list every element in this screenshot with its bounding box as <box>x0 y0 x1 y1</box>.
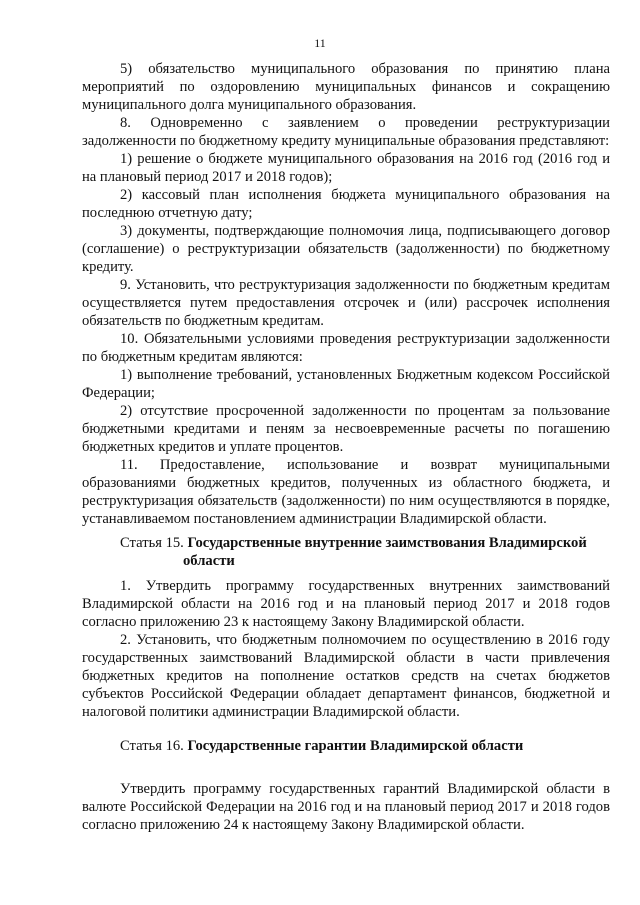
paragraph: 8. Одновременно с заявлением о проведении реструктуризации задолженности по бюджетному кредиту муниципальные образования представляют: <box>82 115 610 149</box>
article-title-line1: Государственные внутренние заимствования Владимирской <box>187 535 587 551</box>
paragraph: 2) отсутствие просроченной задолженности по процентам за пользование бюджетными кредитами и пеням за несвоевременные расчеты по погашению бюджетных кредитов и уплате процентов. <box>82 403 610 455</box>
article-16-heading <box>120 737 610 755</box>
paragraph: 11. Предоставление, использование и возврат муниципальными образованиями бюджетных кредитов, полученных из областного бюджета, и реструктуризация обязательств (задолженности) по ним осуществляются в порядке, устанавливаемом постановлением администрации Владимирской области. <box>82 457 610 527</box>
page-number: 11 <box>314 36 326 50</box>
article-number: Статья 16. <box>120 738 184 754</box>
paragraph: Утвердить программу государственных гарантий Владимирской области в валюте Российской Федерации на 2016 год и на плановый период 2017 и 2018 годов согласно приложению 24 к настоящему Закону Владимирской области. <box>82 781 610 833</box>
paragraph: 5) обязательство муниципального образования по принятию плана мероприятий по оздоровлению муниципальных финансов и сокращению муниципального долга муниципального образования. <box>82 61 610 113</box>
article-15-body <box>82 577 610 721</box>
paragraph: 1. Утвердить программу государственных внутренних заимствований Владимирской области на 2016 год и на плановый период 2017 и 2018 годов согласно приложению 23 к настоящему Закону Владимирской области. <box>82 578 610 630</box>
article-16-body <box>82 780 610 834</box>
paragraph: 3) документы, подтверждающие полномочия лица, подписывающего договор (соглашение) о реструктуризации обязательств (задолженности) по бюджетному кредиту. <box>82 223 610 275</box>
article-title: Государственные гарантии Владимирской области <box>187 738 524 754</box>
paragraph: 1) решение о бюджете муниципального образования на 2016 год (2016 год и на плановый период 2017 и 2018 годов); <box>82 151 610 185</box>
article-14-continuation <box>82 60 610 528</box>
article-title-line2: области <box>183 553 235 569</box>
article-number: Статья 15. <box>120 535 184 551</box>
paragraph: 9. Установить, что реструктуризация задолженности по бюджетным кредитам осуществляется путем предоставления отсрочек и (или) рассрочек исполнения обязательств по бюджетным кредитам. <box>82 277 610 329</box>
article-15-heading <box>120 534 610 570</box>
paragraph: 2) кассовый план исполнения бюджета муниципального образования на последнюю отчетную дату; <box>82 187 610 221</box>
paragraph: 2. Установить, что бюджетным полномочием по осуществлению в 2016 году государственных заимствований Владимирской области в части привлечения бюджетных кредитов на пополнение остатков средств на счетах бюджетов субъектов Российской Федерации обладает департамент финансов, бюджетной и налоговой политики администрации Владимирской области. <box>82 632 610 720</box>
paragraph: 1) выполнение требований, установленных Бюджетным кодексом Российской Федерации; <box>82 367 610 401</box>
paragraph: 10. Обязательными условиями проведения реструктуризации задолженности по бюджетным кредитам являются: <box>82 331 610 365</box>
